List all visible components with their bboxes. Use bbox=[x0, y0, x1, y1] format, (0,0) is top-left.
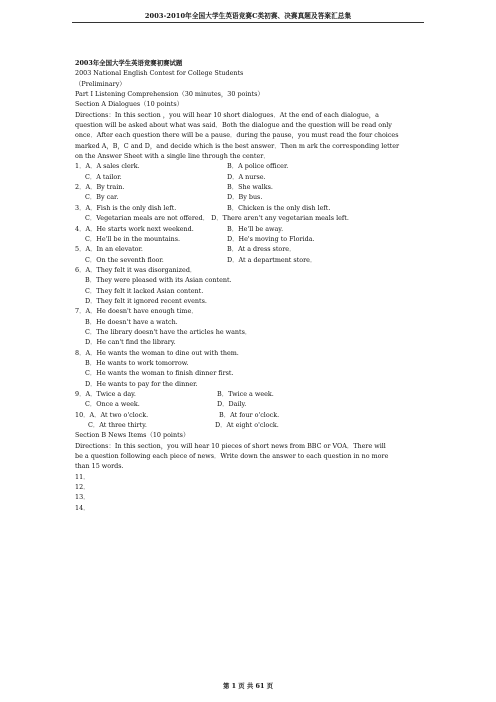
question-2-row-1 bbox=[75, 182, 425, 192]
directions-b-line-2: be a question following each piece of news．Write down the answer to each question in no more bbox=[75, 452, 389, 461]
question-9-row-2 bbox=[75, 399, 425, 409]
directions-b-line-1: Directions：In this section，you will hear 10 pieces of short news from BBC or VOA．There will bbox=[75, 441, 386, 450]
question-9-row-1 bbox=[75, 389, 425, 399]
answer-blank-11: 11． bbox=[75, 472, 90, 481]
question-4-row-2 bbox=[75, 234, 425, 244]
q6-option-c: C．They felt it lacked Asian content. bbox=[85, 286, 204, 295]
answer-blank-12: 12． bbox=[75, 483, 90, 492]
q9-option-d: D．Daily. bbox=[217, 400, 247, 409]
q9-option-b: B．Twice a week. bbox=[217, 390, 274, 398]
question-5-row-2 bbox=[75, 255, 425, 265]
directions-a-line-5: on the Answer Sheet with a single line through the center． bbox=[75, 152, 270, 161]
page-header-title: 2003-2010年全国大学生英语竞赛C类初赛、决赛真题及答案汇总集 bbox=[144, 12, 352, 20]
question-1-row-2 bbox=[75, 172, 425, 182]
directions-a-line-4: marked A，B，C and D，and decide which is the best answer．Then m ark the corresponding letter bbox=[75, 141, 400, 150]
question-10-row-2 bbox=[75, 420, 425, 430]
q10-option-b: B．At four o'clock. bbox=[219, 410, 280, 419]
q10-option-a: 10．A．At two o'clock. bbox=[75, 410, 149, 419]
q2-option-b: B．She walks. bbox=[227, 183, 273, 192]
answer-blank-13: 13． bbox=[75, 493, 90, 502]
q3-option-b: B．Chicken is the only dish left. bbox=[227, 203, 331, 212]
q2-option-a: 2．A．By train. bbox=[75, 183, 125, 192]
q9-option-c: C．Once a week. bbox=[85, 400, 140, 409]
q6-option-b: B．They were pleased with its Asian content. bbox=[85, 276, 232, 285]
page-number: 第 1 页 共 61 页 bbox=[222, 682, 274, 690]
question-3-row-2: C．Vegetarian meals are not offered． D．There aren't any vegetarian meals left. bbox=[85, 214, 349, 223]
q1-option-c: C．A tailor. bbox=[85, 172, 122, 181]
question-5-row-1 bbox=[75, 244, 425, 254]
question-2-row-2 bbox=[75, 192, 425, 202]
q6-option-d: D．They felt it ignored recent events. bbox=[85, 296, 207, 305]
directions-a-line-3: once．After each question there will be a pause．during the pause，you must read the four choices bbox=[75, 131, 399, 140]
q8-option-d: D．He wants to pay for the dinner. bbox=[85, 379, 198, 388]
section-b-heading: Section B News Items（10 points） bbox=[75, 431, 190, 440]
q3-option-a: 3．A．Fish is the only dish left. bbox=[75, 203, 177, 212]
answer-blank-14: 14． bbox=[75, 503, 90, 512]
q8-option-a: 8．A．He wants the woman to dine out with them. bbox=[75, 348, 239, 357]
header-divider bbox=[72, 22, 424, 23]
question-10-row-1 bbox=[75, 410, 425, 420]
q5-option-a: 5．A．In an elevator. bbox=[75, 245, 143, 254]
q4-option-d: D．He's moving to Florida. bbox=[227, 234, 315, 243]
q1-option-d: D．A nurse. bbox=[227, 172, 266, 181]
section-a-heading: Section A Dialogues（10 points） bbox=[75, 100, 184, 109]
q1-option-b: B．A police officer. bbox=[227, 162, 289, 171]
q7-option-a: 7．A．He doesn't have enough time． bbox=[75, 307, 198, 316]
q8-option-b: B．He wants to work tomorrow. bbox=[85, 358, 189, 367]
directions-a-line-2: question will be asked about what was said．Both the dialogue and the question will be read only bbox=[75, 121, 392, 130]
q4-option-a: 4．A．He starts work next weekend. bbox=[75, 224, 194, 233]
q1-option-a: 1．A．A sales clerk. bbox=[75, 162, 140, 171]
q4-option-b: B．He'll be away. bbox=[227, 224, 284, 233]
q5-option-d: D．At a department store． bbox=[227, 255, 317, 264]
directions-a-line-1: Directions：In this section ，you will hear 10 short dialogues．At the end of each dialogue，a bbox=[75, 110, 379, 119]
question-3-row-1 bbox=[75, 203, 425, 213]
q10-option-d: D．At eight o'clock. bbox=[215, 421, 279, 430]
q5-option-c: C．On the seventh floor. bbox=[85, 255, 164, 264]
question-1-row-1 bbox=[75, 161, 425, 171]
document-body bbox=[75, 58, 425, 513]
q7-option-b: B．He doesn't have a watch. bbox=[85, 317, 178, 326]
part-heading: Part I Listening Comprehension（30 minutes，30 points） bbox=[75, 90, 264, 99]
q10-option-c: C．At three thirty. bbox=[88, 421, 147, 430]
exam-title-en: 2003 National English Contest for College Students bbox=[75, 69, 244, 78]
exam-stage: （Preliminary） bbox=[75, 79, 126, 88]
q2-option-d: D．By bus. bbox=[227, 193, 263, 202]
q7-option-c: C．The library doesn't have the articles he wants． bbox=[85, 327, 252, 336]
q6-option-a: 6．A．They felt it was disorganized． bbox=[75, 265, 197, 274]
directions-b-line-3: than 15 words. bbox=[75, 462, 124, 471]
question-4-row-1 bbox=[75, 224, 425, 234]
q8-option-c: C．He wants the woman to finish dinner first. bbox=[85, 369, 234, 378]
exam-title-cn: 2003年全国大学生英语竞赛初赛试题 bbox=[75, 59, 183, 67]
q9-option-a: 9．A．Twice a day. bbox=[75, 390, 136, 398]
q4-option-c: C．He'll be in the mountains. bbox=[85, 234, 181, 243]
q7-option-d: D．He can't find the library. bbox=[85, 338, 176, 347]
q2-option-c: C．By car. bbox=[85, 193, 119, 202]
q5-option-b: B．At a dress store． bbox=[227, 245, 296, 254]
